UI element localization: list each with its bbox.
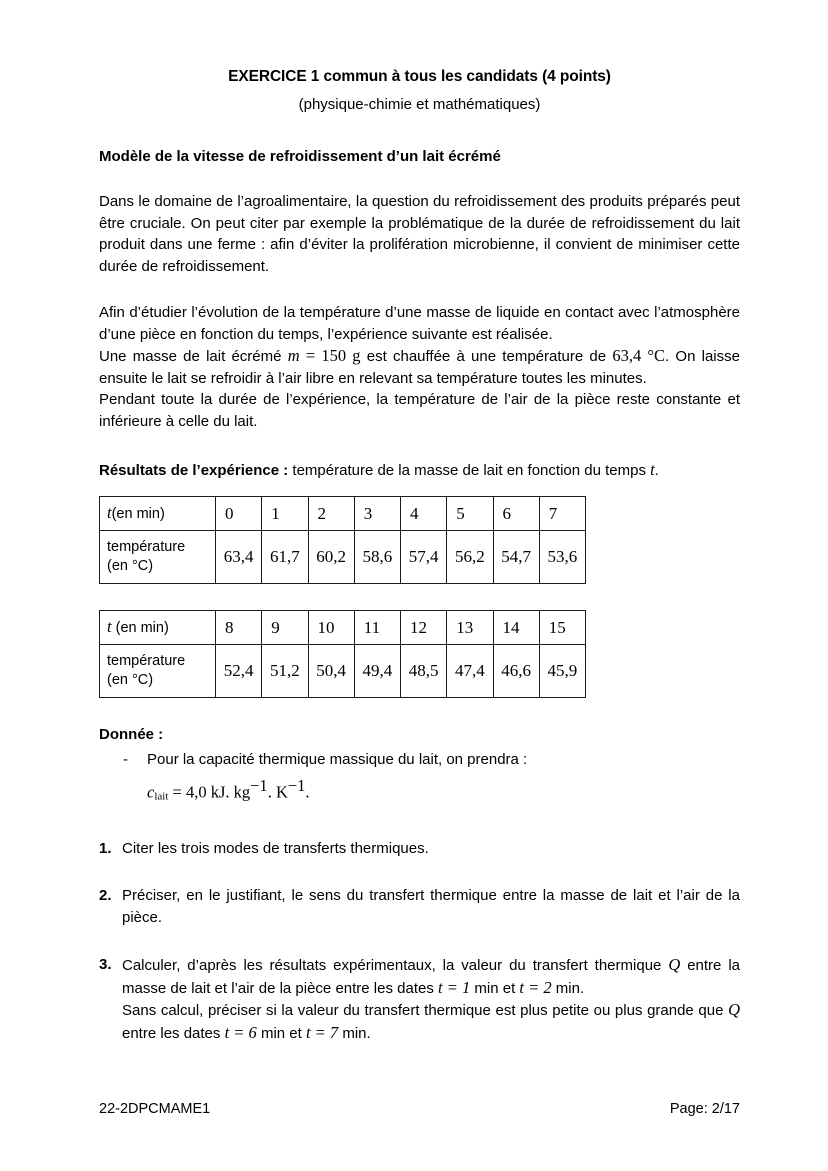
time-cell: 3 — [354, 497, 400, 531]
temperature-cell: 54,7 — [493, 531, 539, 584]
mass-symbol: m — [287, 346, 300, 365]
measurements-table-2 — [99, 610, 586, 698]
results-label-bold: Résultats de l’expérience : — [99, 462, 289, 479]
temperature-cell: 57,4 — [401, 531, 447, 584]
formula-value: = 4,0 kJ. kg — [168, 782, 251, 802]
time-cell: 7 — [539, 497, 585, 531]
donnee-item-text: Pour la capacité thermique massique du lait, on prendra : — [147, 751, 528, 768]
temperature-cell: 46,6 — [493, 645, 539, 698]
time-cell: 4 — [401, 497, 447, 531]
temp-label-line1-1: température — [107, 539, 186, 555]
q3-text-h: min. — [338, 1024, 371, 1042]
time-cell: 13 — [447, 611, 493, 645]
time-cell: 12 — [401, 611, 447, 645]
formula-symbol: c — [147, 782, 155, 802]
time-cell: 8 — [216, 611, 262, 645]
question-3-number: 3. — [99, 956, 112, 974]
time-cell: 1 — [262, 497, 308, 531]
time-cell: 0 — [216, 497, 262, 531]
q3-time-1: t = 1 — [438, 977, 471, 997]
heat-capacity-formula — [99, 770, 740, 808]
mass-value: = 150 g — [299, 346, 361, 365]
temperature-cell: 45,9 — [539, 645, 585, 698]
q3-text-a: Calculer, d’après les résultats expérimentaux, la valeur du transfert thermique — [122, 957, 669, 975]
experiment-paragraph-line2 — [99, 345, 740, 389]
table-row-time-1 — [100, 497, 586, 531]
page-footer — [99, 1101, 740, 1117]
question-3-paragraph-2 — [122, 999, 740, 1044]
time-unit-header-2: (en min) — [111, 620, 169, 636]
q3-text-f: entre les dates — [122, 1024, 225, 1042]
formula-subscript: lait — [154, 790, 169, 803]
time-symbol-header-2: t — [107, 617, 112, 636]
temperature-cell: 53,6 — [539, 531, 585, 584]
table-row-temperature-1 — [100, 531, 586, 584]
section-heading: Modèle de la vitesse de refroidissement d’un lait écrémé — [99, 148, 501, 165]
q3-text-g: min et — [256, 1024, 306, 1042]
intro-paragraph: Dans le domaine de l’agroalimentaire, la question du refroidissement des produits préparés peut être cruciale. On peut citer par exemple la problématique de la durée de refroidissement du lait produit dans une ferme : afin d’éviter la prolifération microbienne, il convient de minimiser cette durée de refroidissement. — [99, 193, 740, 275]
question-2-text: Préciser, en le justifiant, le sens du transfert thermique entre la masse de lait et l’air de la pièce. — [122, 887, 740, 926]
question-3 — [99, 928, 740, 1044]
temp-label-line2-2: (en °C) — [107, 672, 154, 688]
time-cell: 5 — [447, 497, 493, 531]
donnee-item — [99, 743, 740, 770]
q3-text-b: entre la masse de lait et l’air de la pièce entre les dates — [122, 957, 740, 997]
row-header-temperature-2 — [100, 645, 216, 698]
question-1-text: Citer les trois modes de transferts thermiques. — [122, 839, 429, 857]
time-cell: 2 — [308, 497, 354, 531]
footer-reference: 22-2DPCMAME1 — [99, 1101, 211, 1117]
q3-text-d: min. — [551, 979, 585, 997]
footer-page-number: Page: 2/17 — [669, 1101, 740, 1117]
heat-transfer-symbol: Q — [668, 955, 681, 975]
exp-text-c: . On laisse ensuite le lait se refroidir à l’air libre en relevant sa température toutes les minutes. — [99, 348, 740, 387]
temp-label-line1-2: température — [107, 653, 186, 669]
formula-exponent-2: −1 — [287, 776, 306, 795]
time-unit-header-1: (en min) — [111, 506, 165, 522]
question-3-paragraph-1 — [122, 954, 740, 999]
temperature-cell: 51,2 — [262, 645, 308, 698]
formula-mid: . K — [267, 782, 288, 802]
temp-label-line2-1: (en °C) — [107, 558, 154, 574]
page-content — [99, 0, 740, 1044]
results-label — [99, 432, 740, 481]
donnee-heading: Donnée : — [99, 726, 164, 743]
temperature-cell: 60,2 — [308, 531, 354, 584]
page-title: EXERCICE 1 commun à tous les candidats (4 points) — [228, 68, 611, 85]
temperature-cell: 48,5 — [401, 645, 447, 698]
question-2-number: 2. — [99, 887, 112, 905]
time-cell: 10 — [308, 611, 354, 645]
q3-time-4: t = 7 — [305, 1022, 339, 1042]
formula-end: . — [305, 782, 310, 802]
experiment-paragraph-line1: Afin d’étudier l’évolution de la température d’une masse de liquide en contact avec l’atmosphère d’une pièce en fonction du temps, l’expérience suivante est réalisée. — [99, 304, 740, 343]
exp-text-b: est chauffée à une température de — [360, 348, 613, 365]
time-cell: 14 — [493, 611, 539, 645]
temperature-cell: 47,4 — [447, 645, 493, 698]
time-cell: 15 — [539, 611, 585, 645]
q3-time-3: t = 6 — [224, 1022, 257, 1042]
row-header-time-2 — [100, 611, 216, 645]
time-cell: 6 — [493, 497, 539, 531]
results-label-rest-b: . — [654, 462, 659, 479]
row-header-temperature-1 — [100, 531, 216, 584]
heat-transfer-symbol-2: Q — [728, 1000, 740, 1020]
initial-temperature: 63,4 °C — [612, 346, 665, 365]
temperature-cell: 61,7 — [262, 531, 308, 584]
time-symbol: t — [650, 460, 655, 479]
table-row-time-2 — [100, 611, 586, 645]
temperature-cell: 49,4 — [354, 645, 400, 698]
page-subtitle: (physique-chimie et mathématiques) — [298, 96, 541, 113]
results-label-rest-a: température de la masse de lait en fonction du temps — [288, 462, 651, 479]
formula-exponent-1: −1 — [250, 776, 268, 795]
time-symbol-header-1: t — [107, 503, 112, 522]
question-2 — [99, 859, 740, 928]
exp-text-a: Une masse de lait écrémé — [99, 348, 288, 365]
temperature-cell: 58,6 — [354, 531, 400, 584]
temperature-cell: 63,4 — [216, 531, 262, 584]
dash-icon: - — [123, 751, 128, 768]
temperature-cell: 56,2 — [447, 531, 493, 584]
measurements-table-1 — [99, 496, 586, 584]
time-cell: 11 — [354, 611, 400, 645]
question-1 — [99, 808, 740, 860]
temperature-cell: 50,4 — [308, 645, 354, 698]
row-header-time-1 — [100, 497, 216, 531]
question-1-number: 1. — [99, 839, 112, 857]
temperature-cell: 52,4 — [216, 645, 262, 698]
table-row-temperature-2 — [100, 645, 586, 698]
experiment-paragraph-line3: Pendant toute la durée de l’expérience, la température de l’air de la pièce reste constante et inférieure à celle du lait. — [99, 391, 740, 430]
q3-time-2: t = 2 — [519, 977, 552, 997]
q3-text-c: min et — [470, 979, 520, 997]
q3-text-e: Sans calcul, préciser si la valeur du transfert thermique est plus petite ou plus grande que — [122, 1002, 729, 1020]
time-cell: 9 — [262, 611, 308, 645]
